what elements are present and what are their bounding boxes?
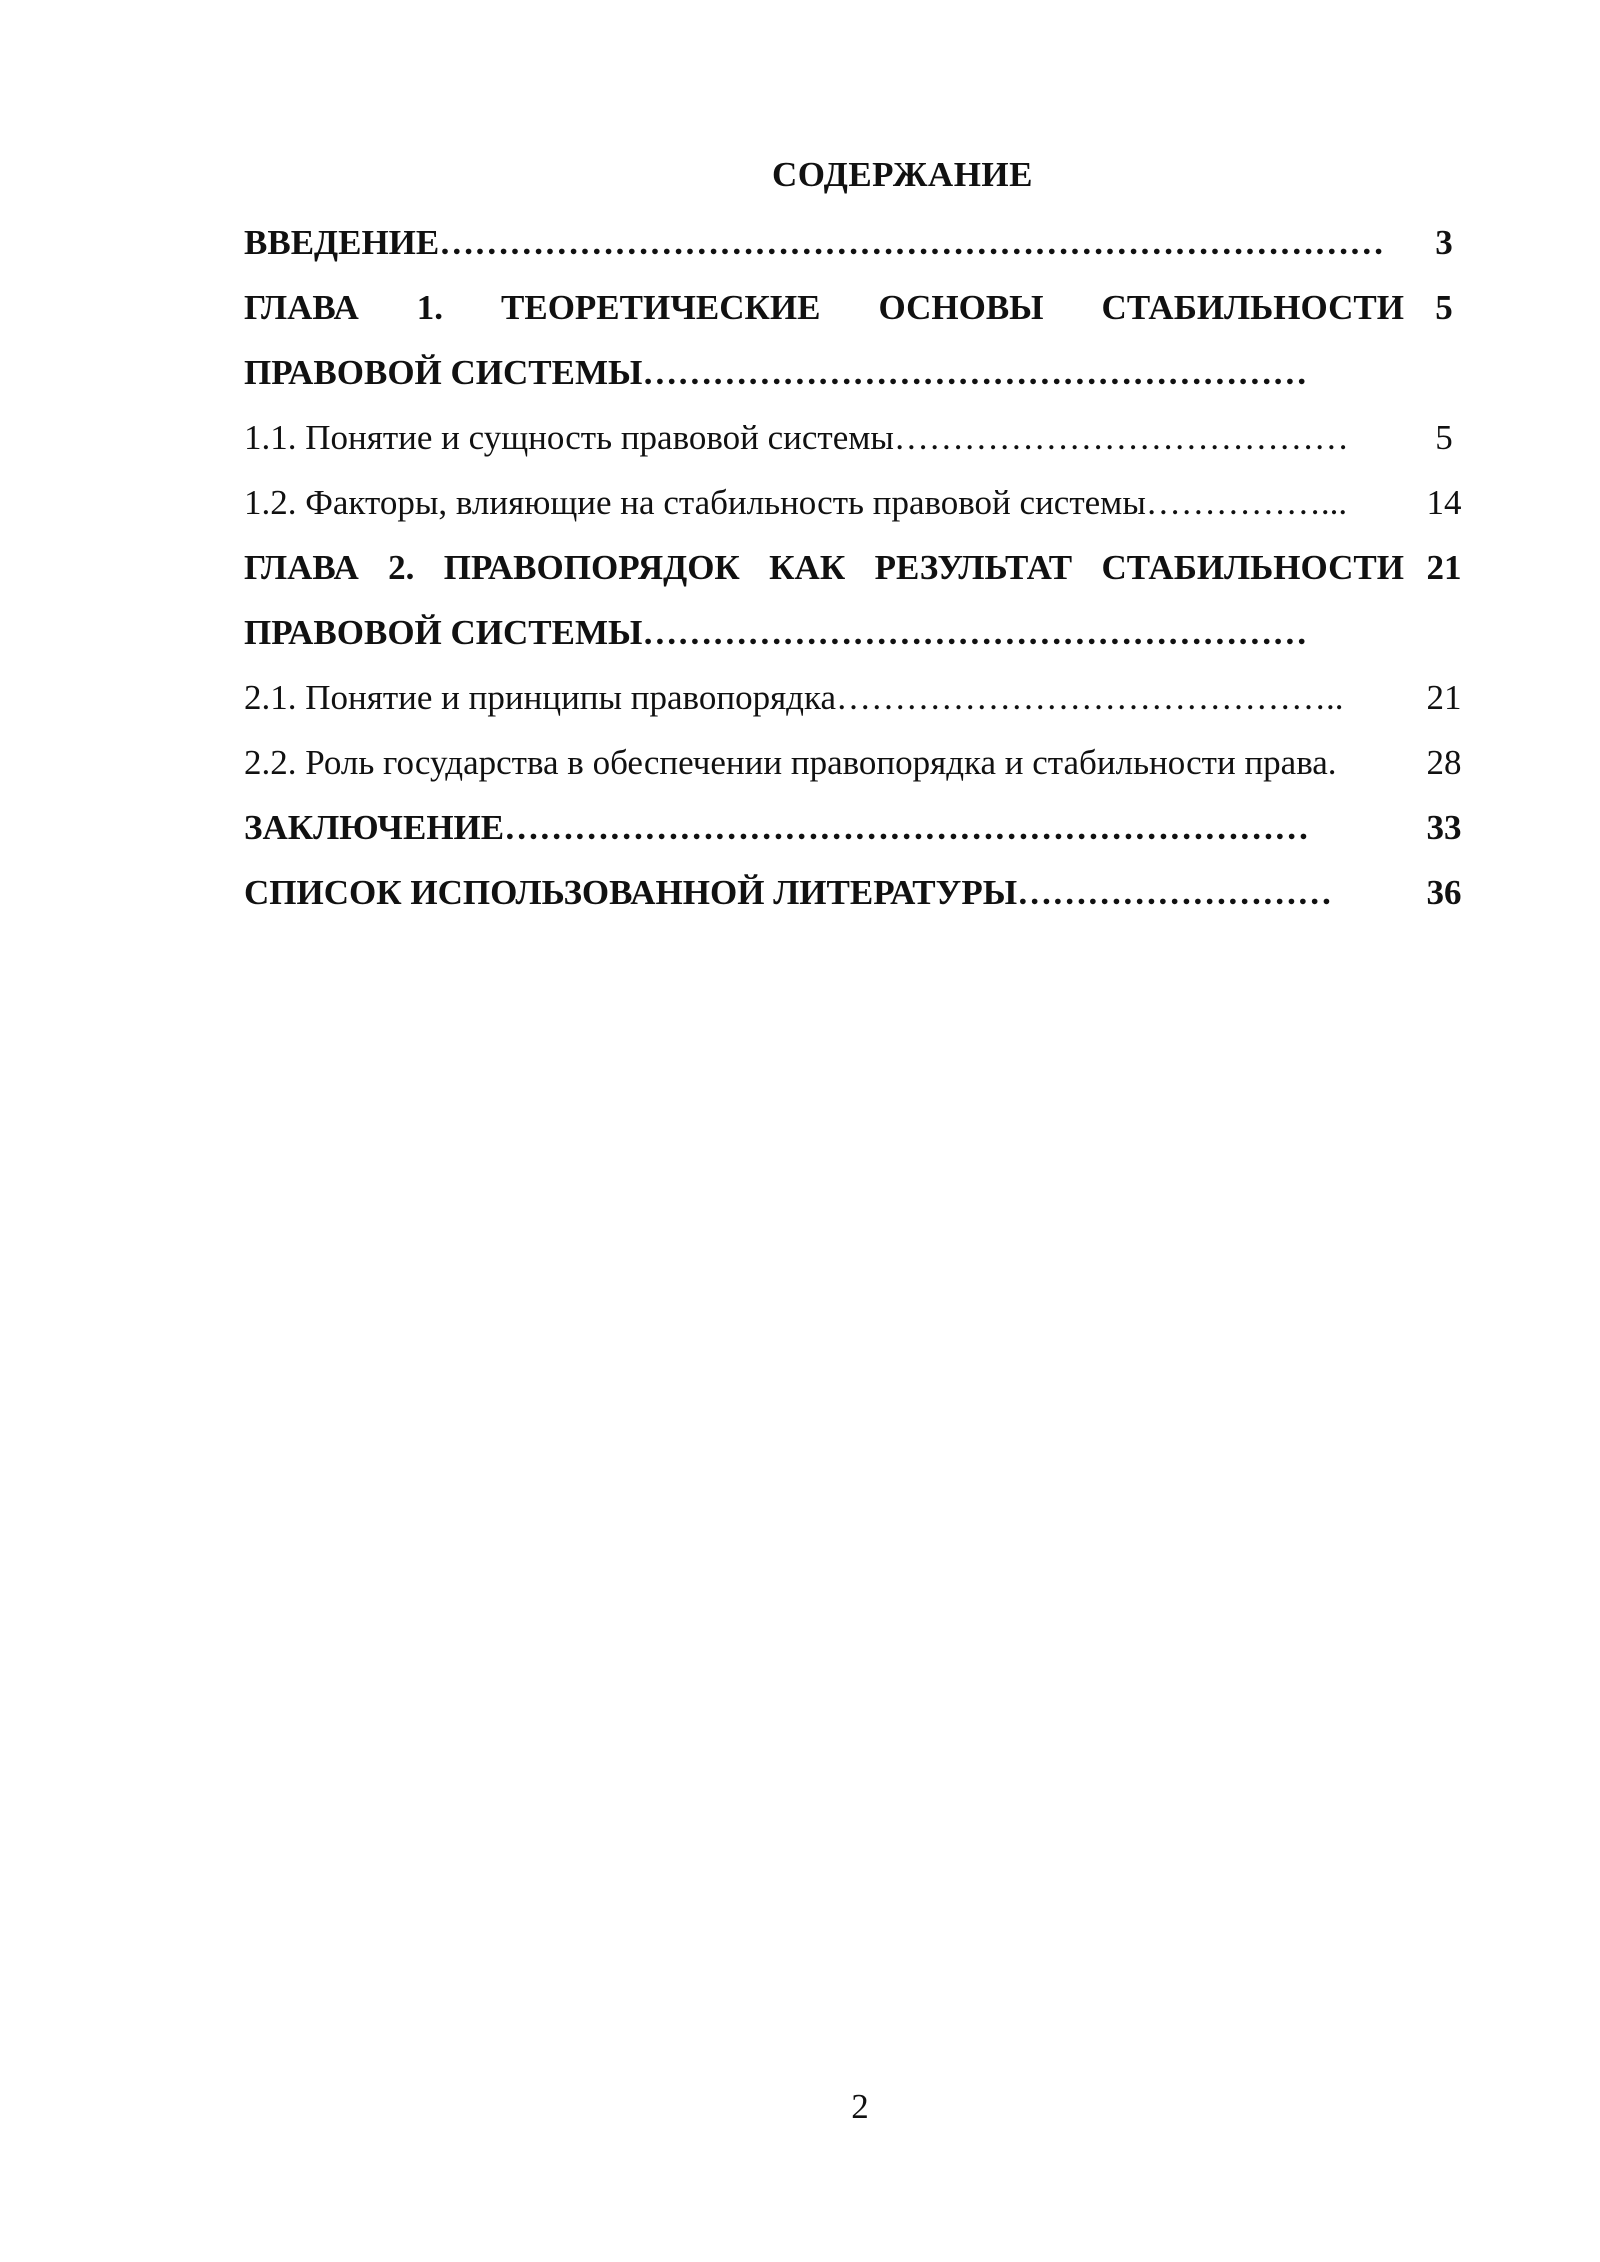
toc-entry-text: ГЛАВА 2. ПРАВОПОРЯДОК КАК РЕЗУЛЬТАТ СТАБИЛЬНОСТИ ПРАВОВОЙ СИСТЕМЫ………………………………………………… [244, 548, 1404, 652]
toc-entry-text: 2.1. Понятие и принципы правопорядка…………………………………….. [244, 678, 1344, 717]
toc-entry-page: 21 [1426, 678, 1462, 717]
page-number: 2 [851, 2087, 869, 2126]
table-of-contents [244, 210, 1462, 925]
toc-entry-page: 33 [1426, 808, 1462, 847]
toc-entry-page: 21 [1426, 548, 1462, 587]
toc-entry-page: 5 [1435, 288, 1453, 327]
toc-entry-section-2-2[interactable] [244, 730, 1462, 795]
toc-entry-text: 2.2. Роль государства в обеспечении правопорядка и стабильности права. [244, 743, 1337, 782]
toc-entry-text: ГЛАВА 1. ТЕОРЕТИЧЕСКИЕ ОСНОВЫ СТАБИЛЬНОСТИ ПРАВОВОЙ СИСТЕМЫ………………………………………………… [244, 288, 1404, 392]
toc-entry-page: 14 [1426, 483, 1462, 522]
toc-entry-introduction[interactable] [244, 210, 1462, 275]
toc-entry-page: 28 [1426, 743, 1462, 782]
toc-entry-text: 1.2. Факторы, влияющие на стабильность правовой системы……………... [244, 483, 1348, 522]
toc-entry-chapter-1[interactable] [244, 275, 1462, 405]
toc-entry-page: 36 [1426, 873, 1462, 912]
toc-entry-conclusion[interactable] [244, 795, 1462, 860]
toc-entry-text: ЗАКЛЮЧЕНИЕ…………………………………………………………… [244, 808, 1310, 847]
toc-entry-references[interactable] [244, 860, 1462, 925]
toc-entry-section-2-1[interactable] [244, 665, 1462, 730]
toc-entry-section-1-1[interactable] [244, 405, 1462, 470]
toc-entry-page: 3 [1435, 223, 1453, 262]
toc-entry-text: ВВЕДЕНИЕ……………………………………………………………………… [244, 223, 1385, 262]
toc-entry-text: 1.1. Понятие и сущность правовой системы………………………………… [244, 418, 1349, 457]
toc-entry-section-1-2[interactable] [244, 470, 1462, 535]
toc-title: СОДЕРЖАНИЕ [771, 155, 1033, 194]
toc-entry-chapter-2[interactable] [244, 535, 1462, 665]
toc-entry-page: 5 [1435, 418, 1453, 457]
toc-entry-text: СПИСОК ИСПОЛЬЗОВАННОЙ ЛИТЕРАТУРЫ……………………… [244, 873, 1333, 912]
